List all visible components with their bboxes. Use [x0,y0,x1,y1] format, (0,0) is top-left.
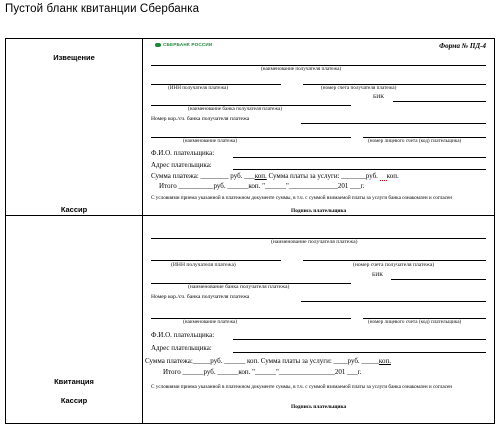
r-consent-note: С условиями приема указанной в платежном документе суммы, в т.ч. с суммой взимаемой платы за услуги банка ознакомлен и согласен [151,384,453,390]
account-caption: (номер счета получателя платежа) [321,85,397,91]
r-payer-address-label: Адрес плательщика: [151,344,212,352]
r-payer-fio-line[interactable] [233,339,486,340]
signature-label: Подпись плательщика [291,208,347,214]
receipt-section [143,216,494,423]
r-bik-label: БИК [372,272,383,278]
r-corr-account-line[interactable] [301,301,486,302]
inn-caption: (ИНН получателя платежа) [168,85,229,91]
consent-note: С условиями приема указанной в платежном документе суммы, в т.ч. с суммой взимаемой платы за услуги банка ознакомлен и согласен [151,195,453,201]
payer-fio-line[interactable] [233,157,486,158]
form-code: Форма № ПД-4 [439,42,486,50]
notice-cashier-label: Кассир [60,205,88,214]
r-sum-line: Сумма платежа:_____руб. ______ коп. Сумма платы за услуги: ____руб. _____коп. [145,357,391,365]
recipient-name-caption: (наименование получателя платежа) [261,66,342,72]
r-inn-line[interactable] [151,260,281,261]
total-line: Итого __________руб. ______коп. "______"______________201 ___г. [159,182,365,190]
r-account-line[interactable] [303,260,486,261]
r-corr-account-label: Номер кор./сч. банка получателя платежа [151,294,250,300]
bik-label: БИК [373,94,384,100]
r-total-line: Итого ______руб. ______коп. "______"________________201 ___г. [163,368,362,376]
corr-account-line[interactable] [301,123,486,124]
payment-name-line[interactable] [151,137,351,138]
r-bank-name-caption: (наименование банка получателя платежа) [188,284,290,290]
payer-fio-label: Ф.И.О. плательщика: [151,149,215,157]
bik-line[interactable] [393,101,486,102]
left-column [6,39,143,423]
receipt-cashier-label: Кассир [60,396,88,405]
sberbank-logo: СБЕРБАНК РОССИИ [155,42,212,47]
bank-name-caption: (наименование банка получателя платежа) [188,106,282,112]
r-payer-address-line[interactable] [233,352,486,353]
r-account-caption: (номер счета получателя платежа) [353,262,435,268]
corr-account-label: Номер кор./сч. банка получателя платежа [151,116,250,122]
r-payment-name-line[interactable] [151,318,351,319]
r-payer-fio-label: Ф.И.О. плательщика: [151,331,215,339]
payer-address-line[interactable] [233,169,486,170]
payment-name-caption: (наименование платежа) [183,138,238,144]
r-personal-account-caption: (номер лицевого счета (код) плательщика) [368,319,462,325]
r-bik-line[interactable] [391,279,486,280]
notice-label: Извещение [53,53,95,62]
personal-account-caption: (номер лицевого счета (код) плательщика) [368,138,462,144]
receipt-form [5,38,495,424]
r-payment-name-caption: (наименование платежа) [183,319,238,325]
page-title: Пустой бланк квитанции Сбербанка [5,3,200,15]
receipt-label: Квитанция [54,377,94,386]
r-recipient-name-caption: (наименование получателя платежа) [271,239,358,245]
r-signature-label: Подпись плательщика [291,404,347,410]
payer-address-label: Адрес плательщика: [151,161,212,169]
r-inn-caption: (ИНН получателя платежа) [171,262,236,268]
sum-line: Сумма платежа: ________ руб. ___коп. Сумма платы за услуги: _______руб. коп. [151,172,399,180]
sberbank-logo-icon [155,43,161,47]
